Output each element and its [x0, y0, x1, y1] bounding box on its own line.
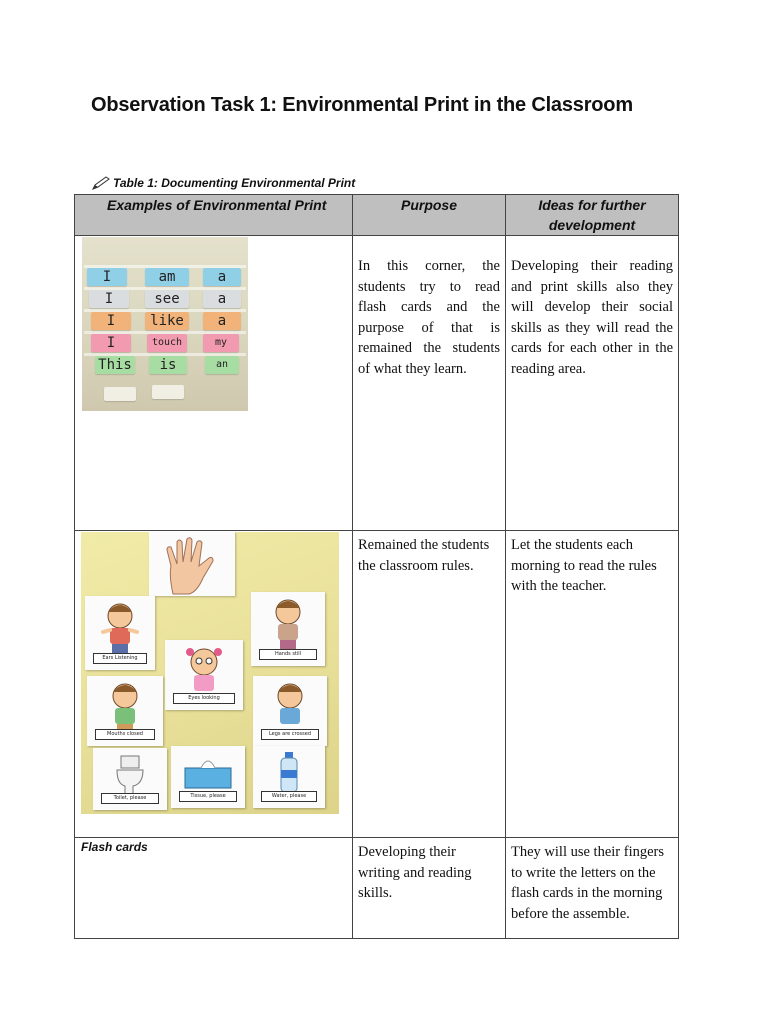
word-card: see: [145, 290, 189, 308]
word-card: a: [203, 290, 241, 308]
example-cell: [75, 838, 353, 939]
flash-cards-label: Flash cards: [81, 840, 148, 854]
word-card: I: [89, 290, 129, 308]
pencil-icon: [91, 175, 111, 191]
toilet-icon: [93, 752, 167, 798]
rule-label: Water, please: [261, 791, 317, 802]
table-row: [75, 236, 679, 531]
word-card: my: [203, 334, 239, 352]
mini-card: [152, 385, 184, 399]
table-caption-text: Table 1: Documenting Environmental Print: [113, 176, 356, 190]
purpose-cell: Remained the students the classroom rules.: [353, 531, 506, 838]
child-ears-icon: [85, 600, 155, 658]
hand-card: [149, 532, 235, 596]
mini-card: [104, 387, 136, 401]
child-hands-icon: [251, 596, 325, 654]
example-cell: [75, 236, 353, 531]
header-examples: Examples of Environmental Print: [75, 195, 353, 236]
child-eyes-icon: [165, 644, 243, 698]
word-card: like: [145, 312, 189, 330]
child-mouth-icon: [87, 680, 163, 734]
water-bottle-icon: [253, 750, 325, 796]
rule-card: [171, 746, 245, 808]
word-card: This: [95, 356, 135, 374]
rule-label: Legs are crossed: [261, 729, 319, 740]
word-card: a: [203, 312, 241, 330]
environmental-print-table: [74, 194, 679, 939]
word-card: an: [205, 356, 239, 374]
rule-card: [87, 676, 163, 746]
purpose-cell: In this corner, the students try to read flash cards and the purpose of that is remained the students of what they learn.: [353, 236, 506, 531]
header-ideas: Ideas for further development: [506, 195, 679, 236]
rule-label: Hands still: [259, 649, 317, 660]
ideas-cell: Let the students each morning to read the rules with the teacher.: [506, 531, 679, 838]
child-legs-icon: [253, 680, 327, 734]
word-card: I: [91, 312, 131, 330]
rule-card: [253, 746, 325, 808]
table-row: [75, 838, 679, 939]
rule-label: Toilet, please: [101, 793, 159, 804]
word-card: is: [149, 356, 187, 374]
rule-card: [253, 676, 327, 746]
rule-label: Mouths closed: [95, 729, 155, 740]
table-row: [75, 531, 679, 838]
word-card: I: [91, 334, 131, 352]
purpose-cell: Developing their writing and reading skills.: [353, 838, 506, 939]
rule-label: Ears Listening: [93, 653, 147, 664]
word-card: touch: [147, 334, 187, 352]
word-card: a: [203, 268, 241, 286]
word-card: am: [145, 268, 189, 286]
rule-label: Tissue, please: [179, 791, 237, 802]
rule-card: [85, 596, 155, 670]
rule-label: Eyes looking: [173, 693, 235, 704]
table-header-row: [75, 195, 679, 236]
classroom-rules-photo: [81, 532, 339, 814]
word-card: I: [87, 268, 127, 286]
tissue-box-icon: [171, 750, 245, 796]
table-caption: [91, 175, 355, 191]
rule-card: [93, 748, 167, 810]
word-cards-photo: [82, 237, 248, 411]
page-title: Observation Task 1: Environmental Print in the Classroom: [91, 94, 633, 116]
rule-card: [251, 592, 325, 666]
example-cell: [75, 531, 353, 838]
ideas-cell: They will use their fingers to write the letters on the flash cards in the morning before the assemble.: [506, 838, 679, 939]
ideas-cell: Developing their reading and print skills also they will develop their social skills as they will read the cards for each other in the reading area.: [506, 236, 679, 531]
hand-icon: [149, 536, 235, 596]
rule-card: [165, 640, 243, 710]
header-purpose: Purpose: [353, 195, 506, 236]
